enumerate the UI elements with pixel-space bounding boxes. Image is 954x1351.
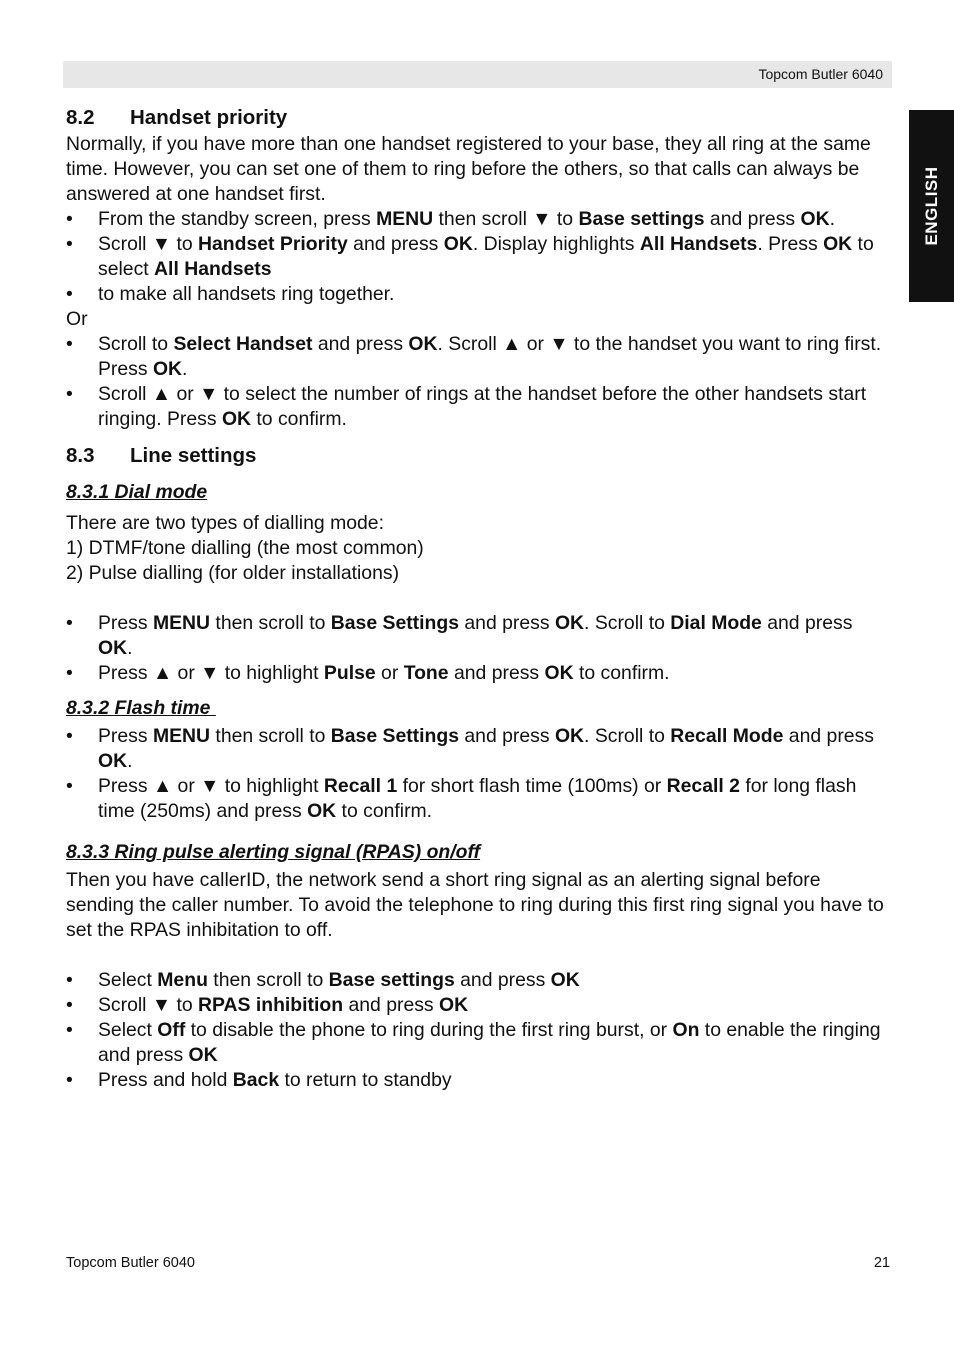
page-number: 21 — [873, 1255, 890, 1271]
section-number: 8.3 — [66, 444, 95, 467]
header-title: Topcom Butler 6040 — [758, 66, 883, 82]
bullet-list — [66, 611, 890, 686]
bullet-list — [66, 968, 890, 1093]
list-item: • Select Menu then scroll to Base settings and press OK — [66, 968, 890, 993]
rpas-paragraph: Then you have callerID, the network send a short ring signal as an alerting signal before sending the caller number. To avoid the telephone to ring during this first ring signal you have to set the RPAS inhibitation to off. — [66, 869, 884, 941]
bullet-list — [66, 207, 890, 307]
list-item: • to make all handsets ring together. — [66, 282, 890, 307]
text-line: 1) DTMF/tone dialling (the most common) — [66, 537, 424, 559]
list-item: • Press and hold Back to return to standby — [66, 1068, 890, 1093]
list-item: • Scroll to Select Handset and press OK. Scroll ▲ or ▼ to the handset you want to ring first. Press OK. — [66, 332, 890, 382]
subsection-title-rpas: 8.3.3 Ring pulse alerting signal (RPAS) on/off — [66, 841, 481, 863]
page-content — [66, 104, 890, 1093]
intro-paragraph: Normally, if you have more than one handset registered to your base, they all ring at the same time. However, you can set one of them to ring before the others, so that calls can always be answered at one handset first. — [66, 133, 871, 205]
list-item: • Press MENU then scroll to Base Settings and press OK. Scroll to Dial Mode and press OK. — [66, 611, 890, 661]
list-item: • Press MENU then scroll to Base Settings and press OK. Scroll to Recall Mode and press OK. — [66, 724, 890, 774]
list-item: • Scroll ▼ to RPAS inhibition and press OK — [66, 993, 890, 1018]
text-line: There are two types of dialling mode: — [66, 512, 384, 534]
section-heading-8-3 — [66, 442, 890, 470]
list-item: • Scroll ▼ to Handset Priority and press OK. Display highlights All Handsets. Press OK to select All Handsets — [66, 232, 890, 282]
subsection-title-dial-mode: 8.3.1 Dial mode — [66, 481, 208, 503]
language-tab — [909, 110, 954, 302]
section-heading-8-2 — [66, 104, 890, 132]
bullet-list — [66, 724, 890, 824]
section-number: 8.2 — [66, 106, 95, 129]
subsection-title-flash-time: 8.3.2 Flash time — [66, 697, 216, 719]
list-item: • Press ▲ or ▼ to highlight Pulse or Tone and press OK to confirm. — [66, 661, 890, 686]
language-tab-label: ENGLISH — [921, 166, 941, 246]
footer-product-name: Topcom Butler 6040 — [66, 1255, 195, 1271]
list-item: • From the standby screen, press MENU then scroll ▼ to Base settings and press OK. — [66, 207, 890, 232]
section-title: Line settings — [130, 444, 257, 467]
list-item: • Scroll ▲ or ▼ to select the number of rings at the handset before the other handsets start ringing. Press OK to confirm. — [66, 382, 890, 432]
or-text: Or — [66, 308, 88, 330]
bullet-list — [66, 332, 890, 432]
list-item: • Select Off to disable the phone to ring during the first ring burst, or On to enable the ringing and press OK — [66, 1018, 890, 1068]
list-item: • Press ▲ or ▼ to highlight Recall 1 for short flash time (100ms) or Recall 2 for long flash time (250ms) and press OK to confirm. — [66, 774, 890, 824]
page-header — [63, 61, 892, 88]
text-line: 2) Pulse dialling (for older installations) — [66, 562, 400, 584]
section-title: Handset priority — [130, 106, 288, 129]
